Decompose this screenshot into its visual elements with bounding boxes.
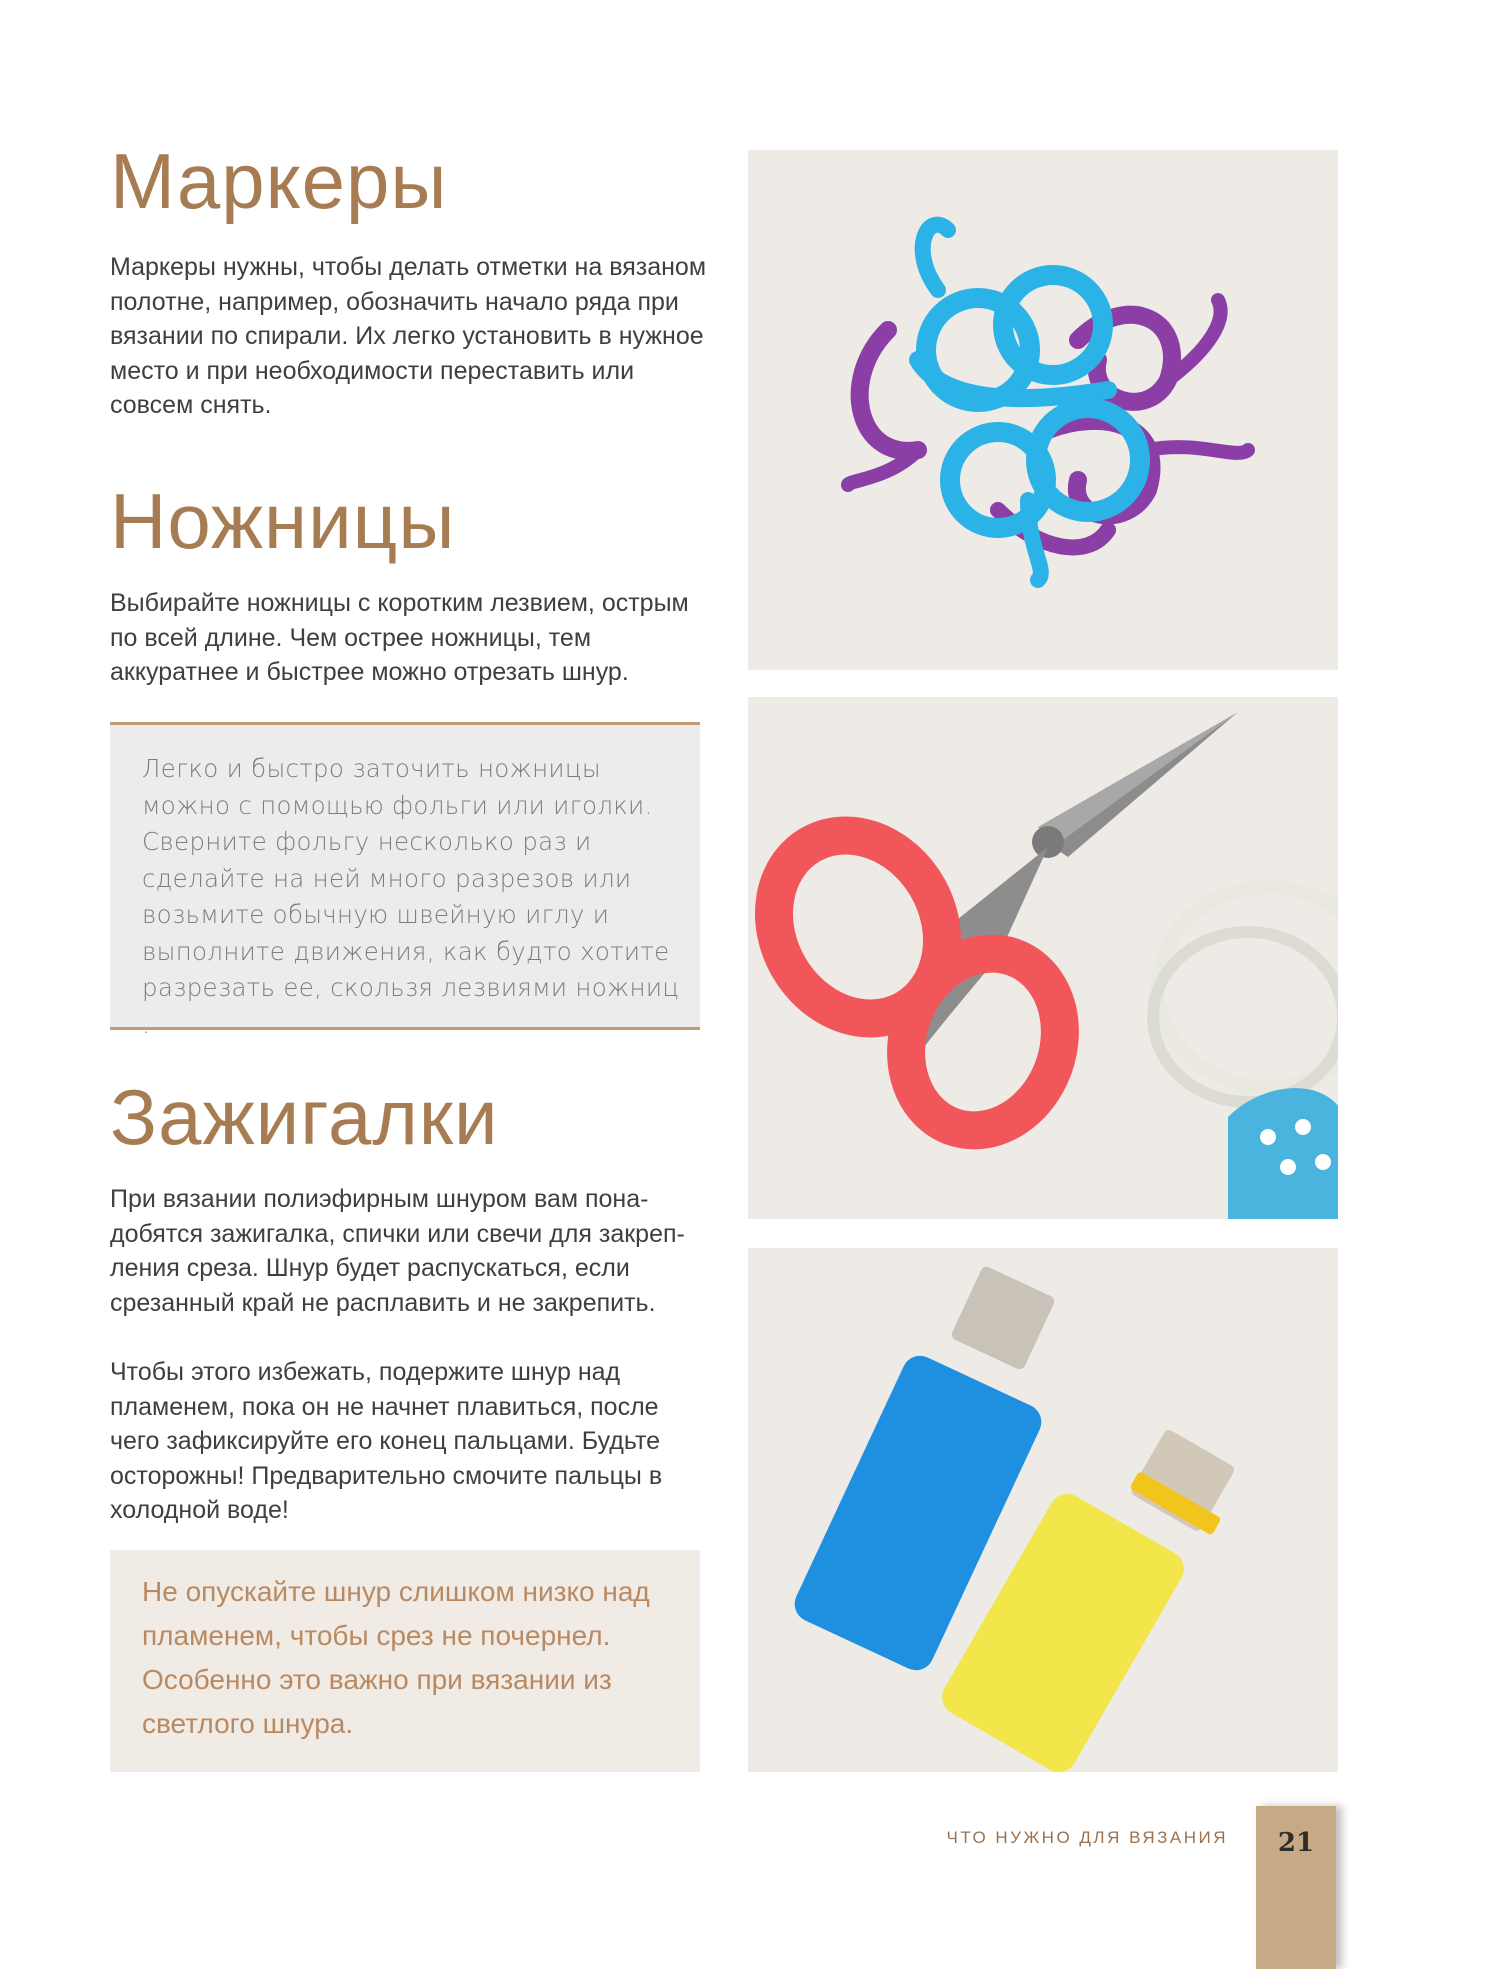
lighters-heading: Зажигалки	[110, 1073, 499, 1161]
lighters-photo	[748, 1248, 1338, 1772]
footer-section-label: ЧТО НУЖНО ДЛЯ ВЯЗАНИЯ	[946, 1828, 1228, 1847]
markers-photo	[748, 150, 1338, 670]
scissors-tip-text: Легко и быстро заточить ножницы можно с помощью фольги или иголки. Сверните фольгу несколько раз и сделайте на ней много разрезов или возьмите обычную швейную иглу и выполните движения, как будто хотите разрезать ее, скользя лезвиями ножниц .	[142, 754, 680, 1039]
scissors-tip-box	[110, 722, 700, 1039]
scissors-illustration	[748, 697, 1338, 1219]
scissors-text: Выбирайте ножницы с коротким лезвием, острым по всей длине. Чем острее ножницы, тем аккуратнее и быстрее можно отрезать шнур.	[110, 589, 689, 686]
markers-heading: Маркеры	[110, 137, 448, 225]
markers-text: Маркеры нужны, чтобы делать отметки на вязаном полотне, например, обозначить начало ряда при вязании по спирали. Их легко установить в нужное место и при необходимости переставить или совсем снять.	[110, 253, 707, 419]
lighters-text-block-2	[110, 1355, 710, 1528]
scissors-section	[110, 477, 702, 565]
markers-text-block	[110, 250, 710, 423]
lighters-text-2: Чтобы этого избежать, подержите шнур над пламенем, пока он не начнет плавиться, после чего зафиксируйте его конец пальцами. Будьте осторожны! Предварительно смочите пальцы в холодной воде!	[110, 1358, 663, 1524]
scissors-text-block	[110, 586, 710, 690]
lighters-text-1: При вязании полиэфирным шнуром вам понадобятся зажигалка, спички или свечи для закрепления среза. Шнур будет распускаться, если срезанный край не расплавить и не закрепить.	[110, 1185, 685, 1317]
lighters-text-block	[110, 1182, 710, 1320]
page-number-tab	[1256, 1806, 1336, 1969]
page-number: 21	[1277, 1828, 1315, 1858]
stitch-markers-illustration	[748, 150, 1338, 670]
markers-section	[110, 137, 702, 225]
scissors-heading: Ножницы	[110, 477, 456, 565]
lighters-section	[110, 1073, 702, 1161]
lighters-tip-text: Не опускайте шнур слишком низко над пламенем, чтобы срез не почернел. Особенно это важно при вязании из светлого шнура.	[142, 1576, 650, 1739]
lighters-tip-box	[110, 1550, 700, 1772]
scissors-photo	[748, 697, 1338, 1219]
lighters-illustration	[748, 1248, 1338, 1772]
